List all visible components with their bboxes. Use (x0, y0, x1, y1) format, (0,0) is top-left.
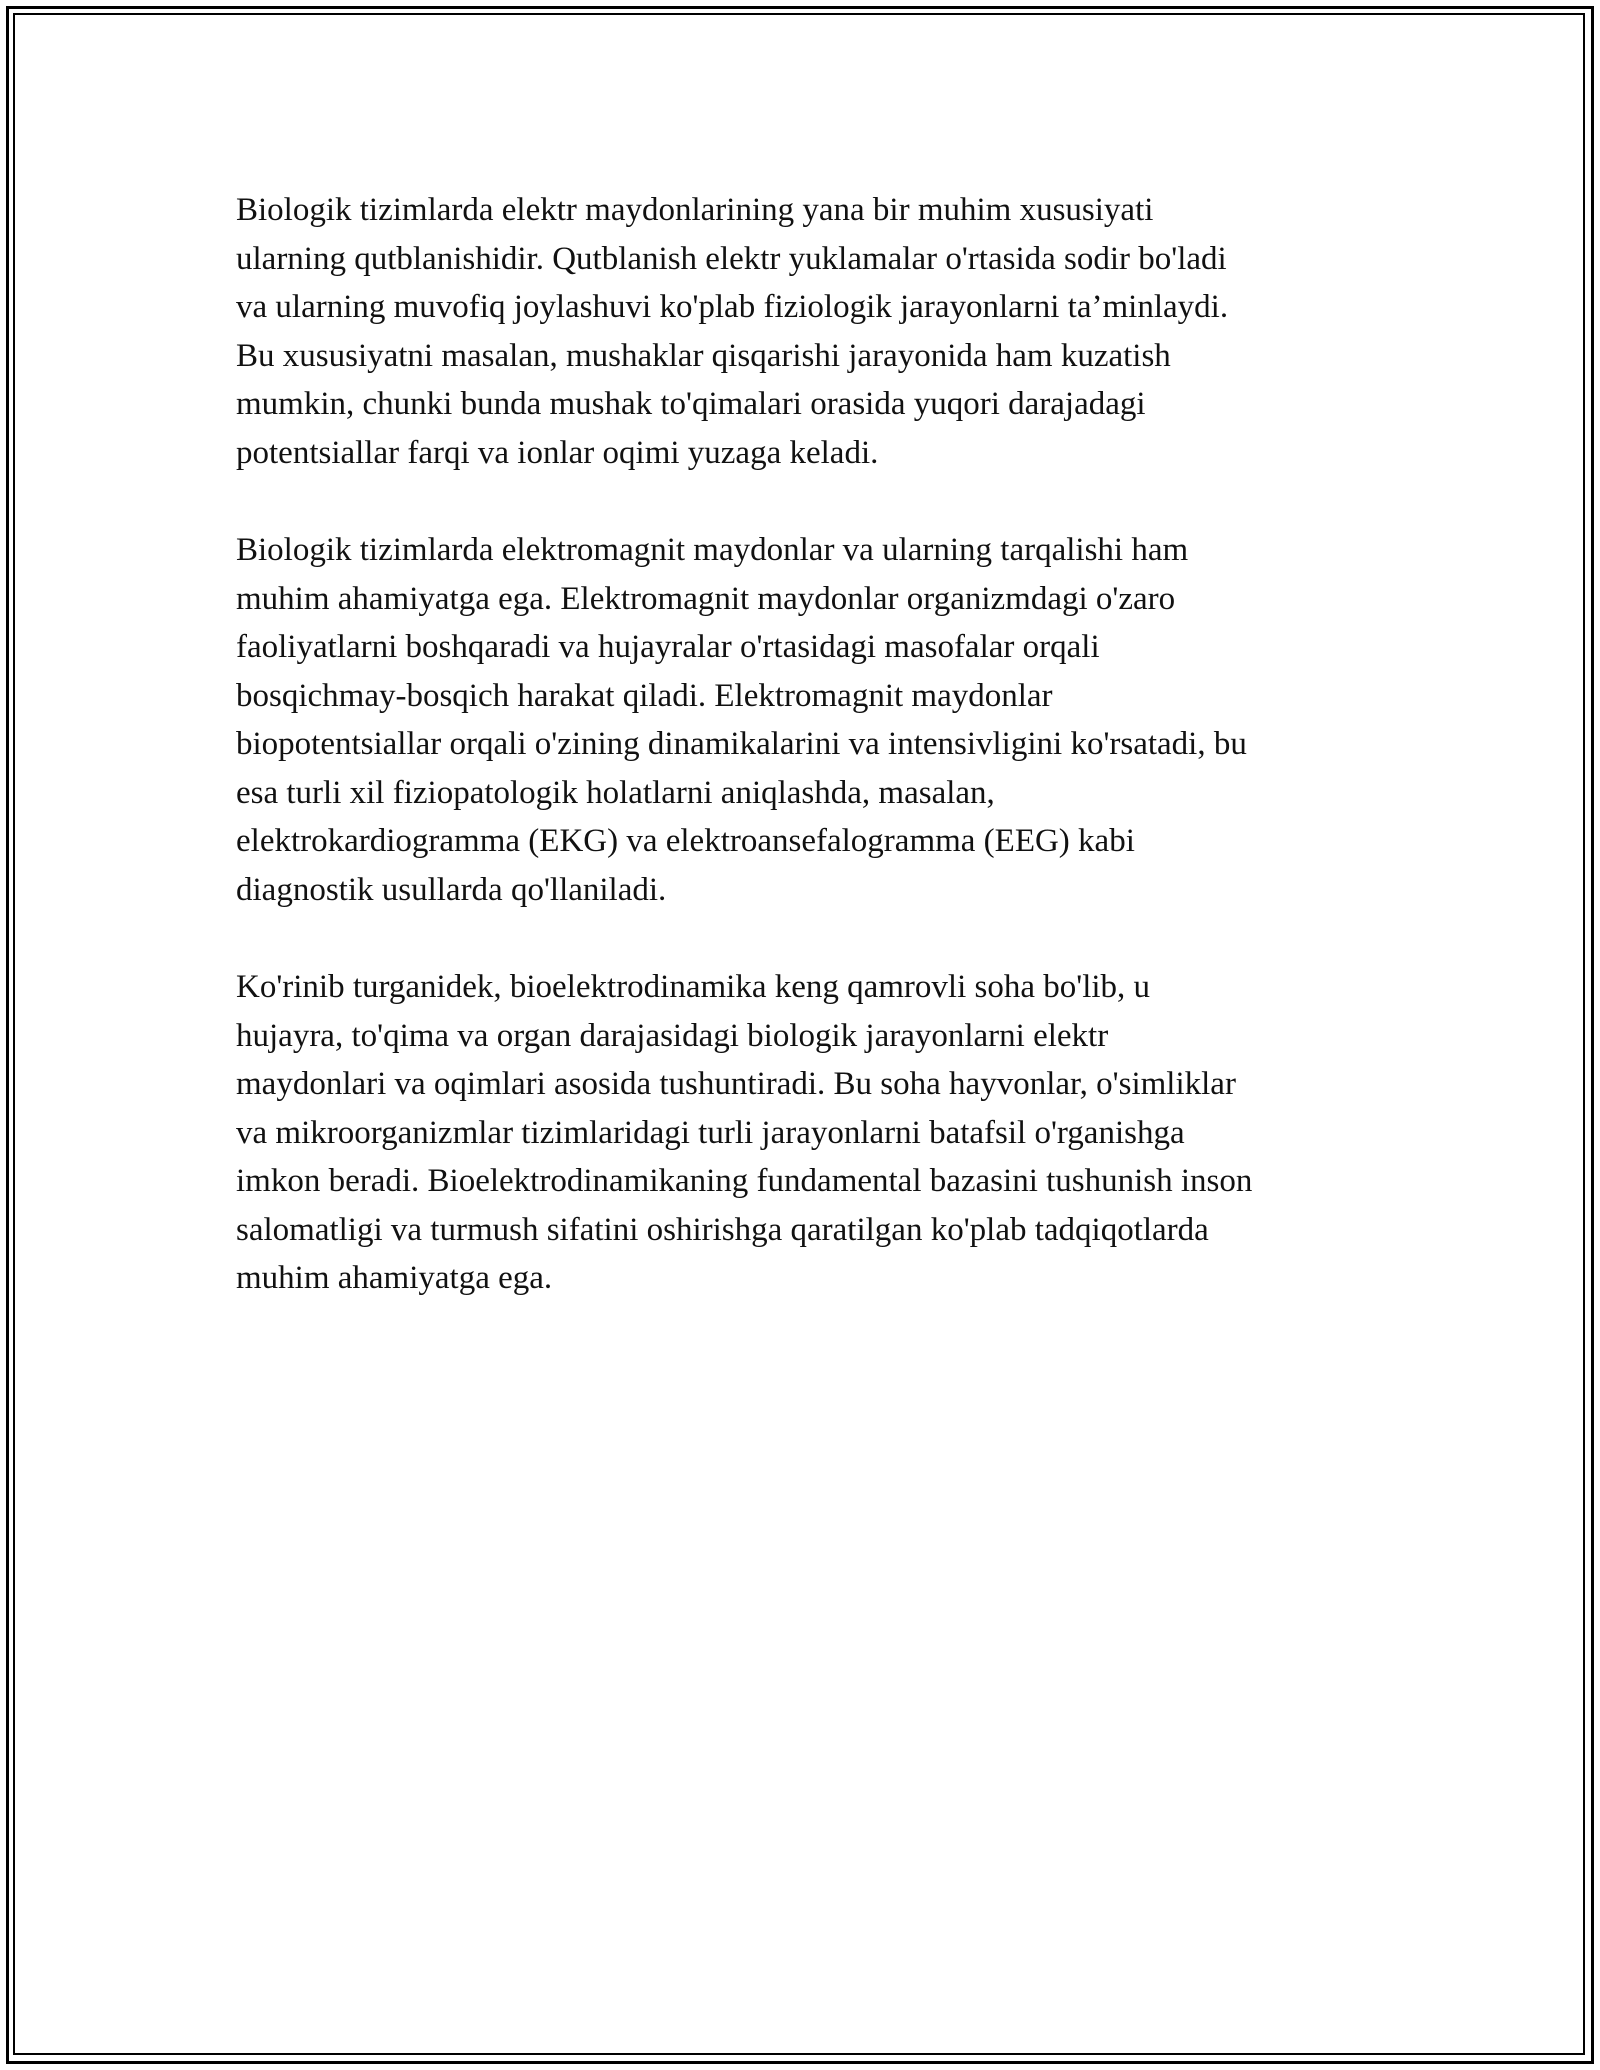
text-line: diagnostik usullarda qo'llaniladi. (236, 871, 667, 908)
text-line: mumkin, chunki bunda mushak to'qimalari orasida yuqori darajadagi (236, 386, 1146, 422)
text-line: esa turli xil fiziopatologik holatlarni aniqlashda, masalan, (236, 774, 995, 811)
text-line: ularning qutblanishidir. Qutblanish elektr yuklamalar o'rtasida sodir bo'ladi (236, 240, 1227, 277)
text-line: potentsiallar farqi va ionlar oqimi yuzaga keladi. (236, 434, 879, 471)
text-line: hujayra, to'qima va organ darajasidagi biologik jarayonlarni elektr (236, 1017, 1109, 1054)
text-line: Bu xususiyatni masalan, mushaklar qisqarishi jarayonida ham kuzatish (236, 337, 1171, 374)
paragraph-electromagnetic-fields (236, 526, 1370, 914)
text-line: maydonlari va oqimlari asosida tushuntiradi. Bu soha hayvonlar, o'simliklar (236, 1066, 1236, 1102)
text-line: bosqichmay-bosqich harakat qiladi. Elektromagnit maydonlar (236, 677, 1053, 714)
text-line: muhim ahamiyatga ega. Elektromagnit maydonlar organizmdagi o'zaro (236, 580, 1176, 617)
document-body (236, 186, 1370, 1352)
text-line: muhim ahamiyatga ega. (236, 1260, 553, 1296)
text-line: salomatligi va turmush sifatini oshirishga qaratilgan ko'plab tadqiqotlarda (236, 1211, 1209, 1248)
paragraph-polarization (236, 186, 1370, 477)
text-line: va ularning muvofiq joylashuvi ko'plab fiziologik jarayonlarni ta’minlaydi. (236, 289, 1229, 325)
text-line: Ko'rinib turganidek, bioelektrodinamika keng qamrovli soha bo'lib, u (236, 969, 1151, 1005)
text-line: biopotentsiallar orqali o'zining dinamikalarini va intensivligini ko'rsatadi, bu (236, 726, 1247, 762)
text-line: elektrokardiogramma (EKG) va elektroansefalogramma (EEG) kabi (236, 823, 1135, 859)
text-line: Biologik tizimlarda elektr maydonlarining yana bir muhim xususiyati (236, 192, 1154, 228)
text-line: imkon beradi. Bioelektrodinamikaning fundamental bazasini tushunish inson (236, 1163, 1253, 1199)
text-line: Biologik tizimlarda elektromagnit maydonlar va ularning tarqalishi ham (236, 532, 1189, 568)
text-line: va mikroorganizmlar tizimlaridagi turli jarayonlarni batafsil o'rganishga (236, 1114, 1185, 1151)
text-line: faoliyatlarni boshqaradi va hujayralar o'rtasidagi masofalar orqali (236, 629, 1100, 665)
paragraph-conclusion (236, 963, 1370, 1303)
